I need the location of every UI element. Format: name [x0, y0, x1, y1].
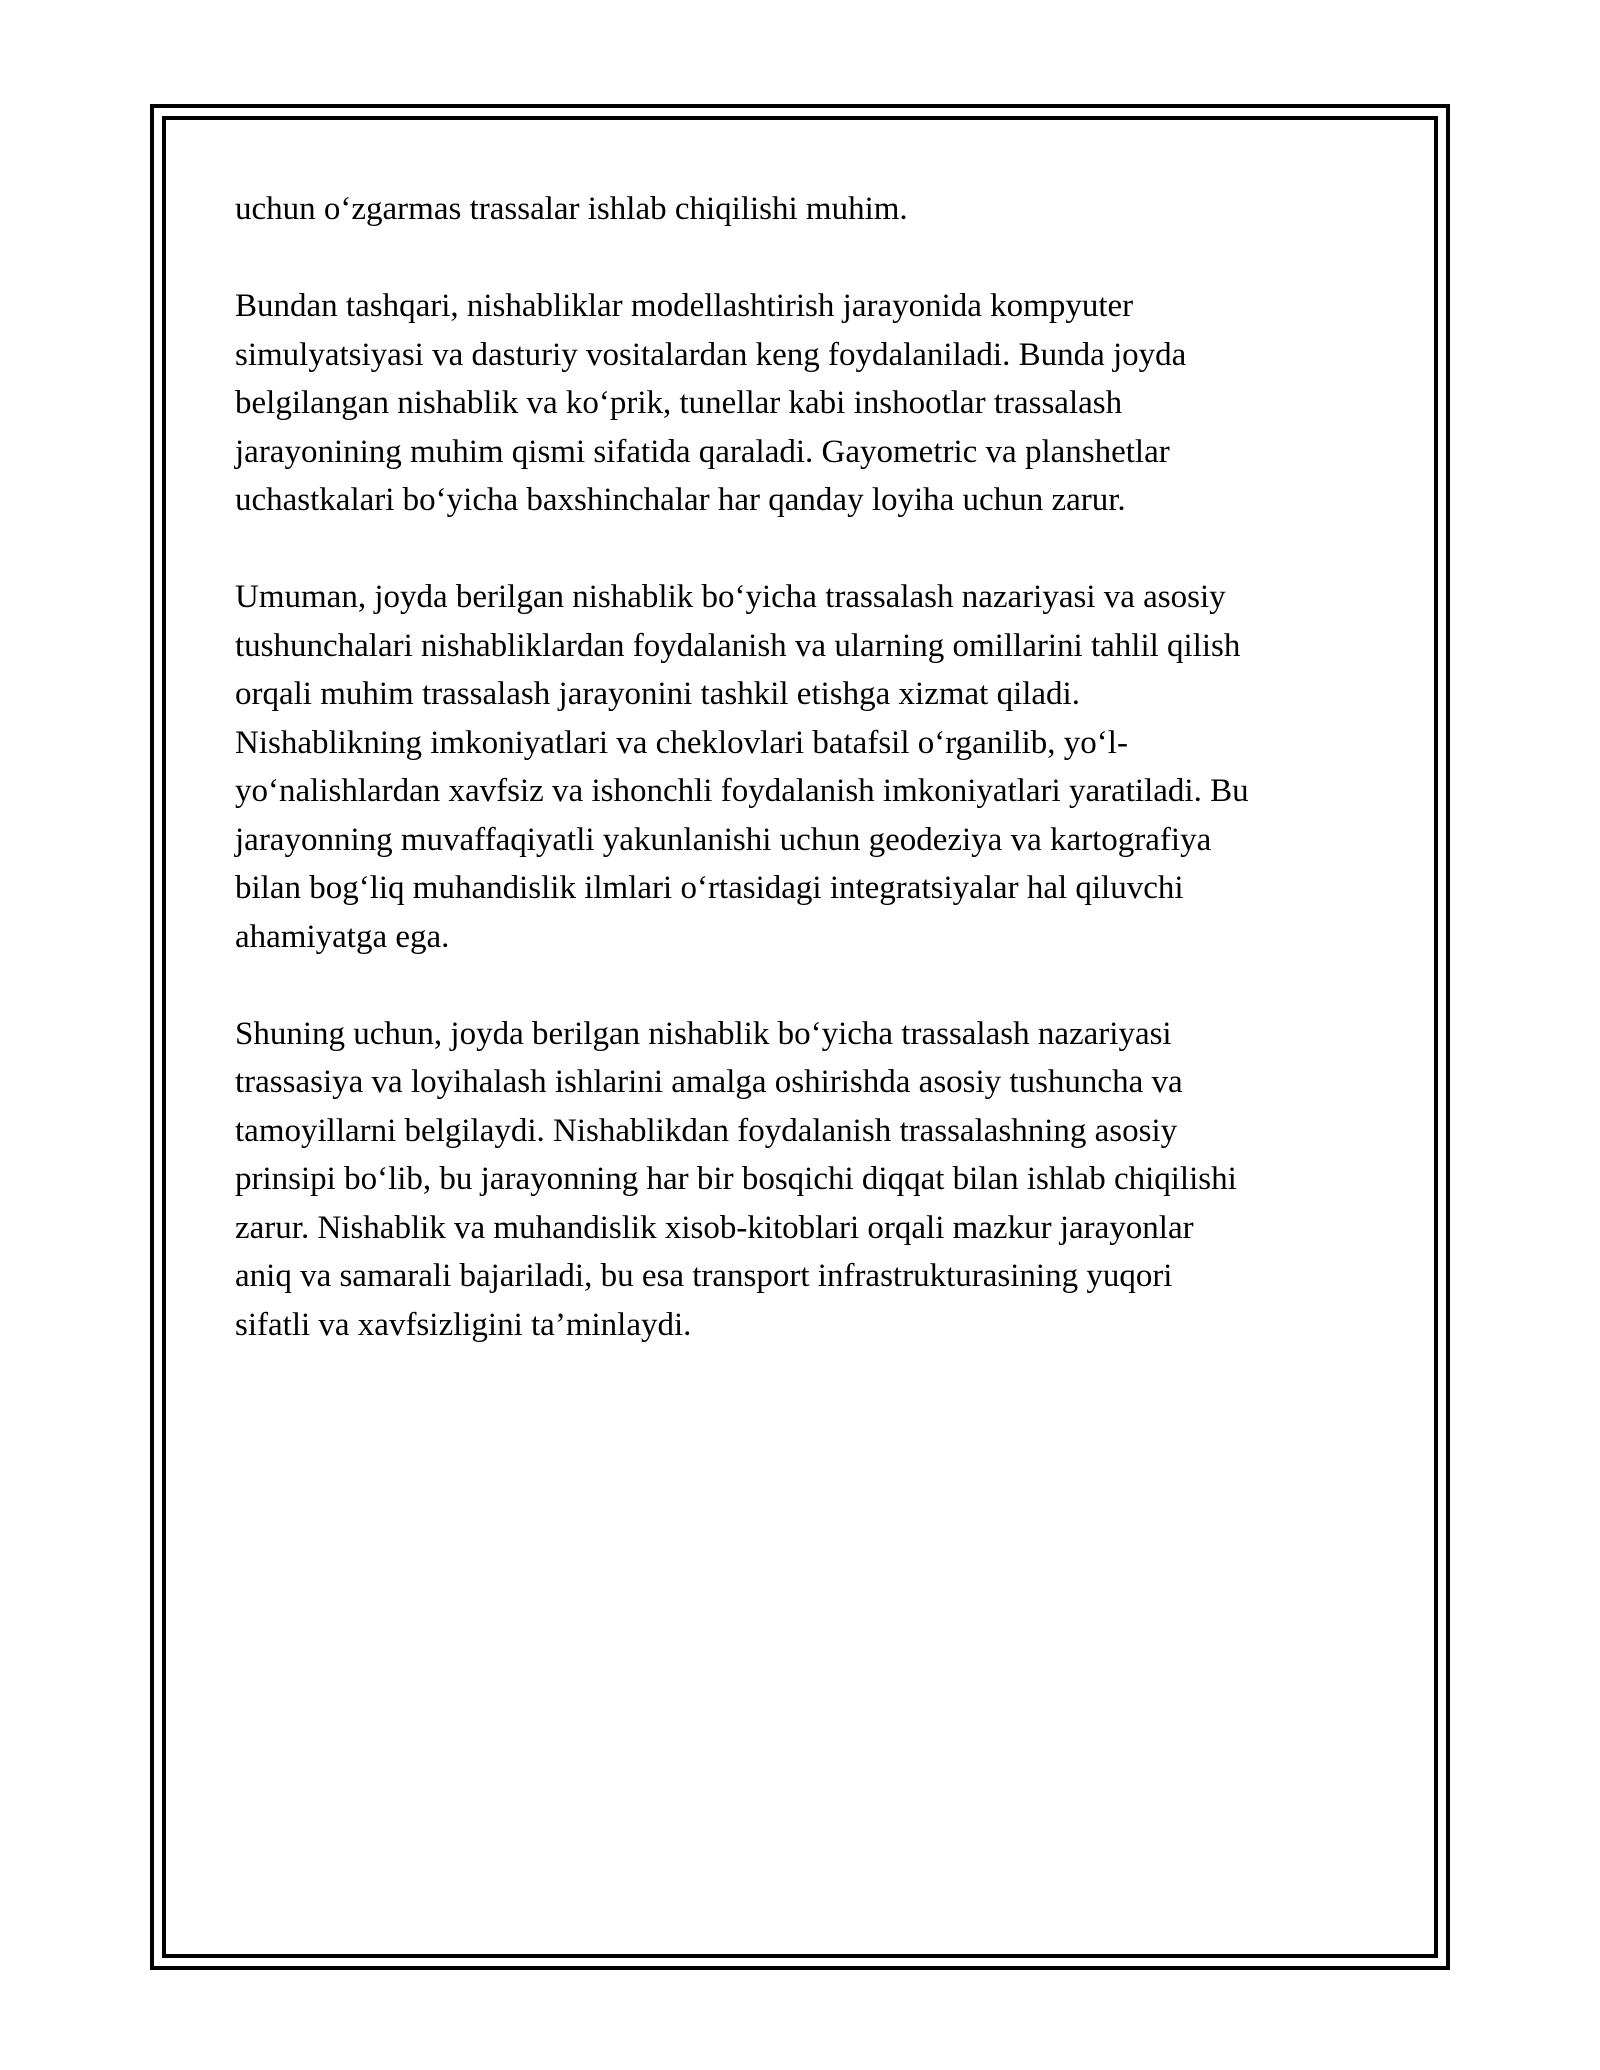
paragraph-3: Umuman, joyda berilgan nishablik bo‘yicha trassalash nazariyasi va asosiy tushunchalari nishabliklardan foydalanish va ularning omillarini tahlil qilish orqali muhim trassalash jarayonini tashkil etishga xizmat qiladi. Nishablikning imkoniyatlari va cheklovlari batafsil o‘rganilib, yo‘l- yo‘nalishlardan xavfsiz va ishonchli foydalanish imkoniyatlari yaratiladi. Bu jarayonning muvaffaqiyatli yakunlanishi uchun geodeziya va kartografiya bilan bog‘liq muhandislik ilmlari o‘rtasidagi integratsiyalar hal qiluvchi ahamiyatga ega. [235, 579, 1249, 955]
paragraph-4: Shuning uchun, joyda berilgan nishablik bo‘yicha trassalash nazariyasi trassasiya va loyihalash ishlarini amalga oshirishda asosiy tushuncha va tamoyillarni belgilaydi. Nishablikdan foydalanish trassalashning asosiy prinsipi bo‘lib, bu jarayonning har bir bosqichi diqqat bilan ishlab chiqilishi zarur. Nishablik va muhandislik xisob-kitoblari orqali mazkur jarayonlar aniq va samarali bajariladi, bu esa transport infrastrukturasining yuqori sifatli va xavfsizligini ta’minlaydi. [235, 1015, 1237, 1343]
paragraph-2: Bundan tashqari, nishabliklar modellashtirish jarayonida kompyuter simulyatsiyasi va dasturiy vositalardan keng foydalaniladi. Bunda joyda belgilangan nishablik va ko‘prik, tunellar kabi inshootlar trassalash jarayonining muhim qismi sifatida qaraladi. Gayometric va planshetlar uchastkalari bo‘yicha baxshinchalar har qanday loyiha uchun zarur. [235, 288, 1187, 518]
paragraph-1: uchun o‘zgarmas trassalar ishlab chiqilishi muhim. [235, 191, 908, 227]
document-body [235, 185, 1375, 1398]
